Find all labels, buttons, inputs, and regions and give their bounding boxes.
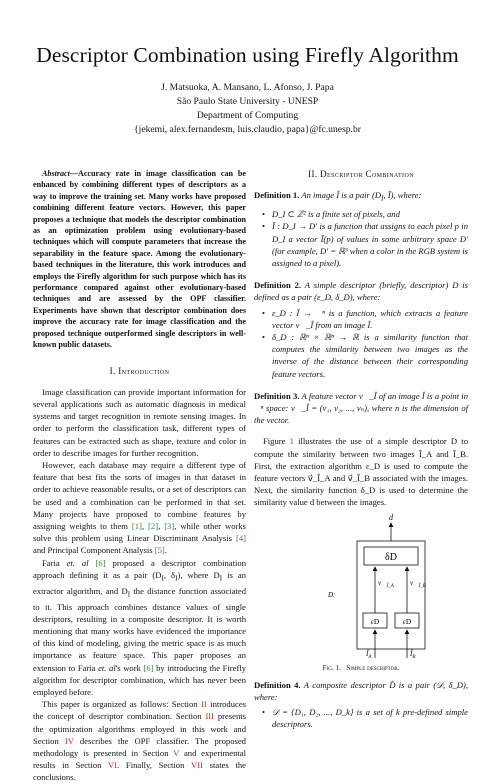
definition-4: [254, 679, 468, 731]
text-run: , δ: [163, 569, 176, 580]
department: Department of Computing: [196, 110, 299, 121]
section-link[interactable]: III: [205, 711, 215, 722]
definition-1-list: [254, 208, 468, 269]
text-run: Figure: [263, 436, 290, 447]
list-item: • D_I ⊂ ℤ² is a finite set of pixels, and: [264, 208, 468, 220]
list-item: • δ_D : ℝⁿ × ℝⁿ → ℝ is a similarity function that computes the similarity between two images as the inverse of the distance between their corresponding feature vectors.: [264, 331, 468, 380]
text-run: is an extractor algorithm, and D: [33, 569, 247, 596]
text-run: 's work: [115, 662, 144, 673]
left-column: [33, 168, 246, 784]
author-emails: {jekemi, alex.fernandesm, luis.claudio, papa}@fc.unesp.br: [134, 124, 361, 135]
right-column: [254, 168, 468, 730]
text-run: et. al: [98, 662, 116, 673]
text-run: ), where D: [177, 569, 220, 580]
figure-link[interactable]: 1: [289, 436, 294, 447]
text-run: states the conclusions.: [33, 760, 246, 783]
text-run: introduces the concept of descriptor combination. Section: [33, 699, 246, 722]
section-link[interactable]: VII: [190, 760, 203, 771]
list-item: • ε_D : Î → ℝⁿ is a function, which extracts a feature vector v⃗_Î from an image Î.: [264, 307, 468, 331]
citation-link[interactable]: [6]: [95, 557, 106, 568]
author-block: [0, 81, 495, 137]
intro-paragraph-4: [33, 698, 246, 783]
definition-2-list: [254, 307, 468, 380]
list-item: • Ĩ : D_I → D′ is a function that assigns to each pixel p in D_I a vector Ĩ(p) of values in some arbitrary space D′ (for example, D′ = ℝ³ when a color in the RGB system is assigned to a pixel).: [264, 220, 468, 269]
citation-link[interactable]: [6]: [143, 662, 154, 673]
definition-head: Definition 3.: [254, 390, 300, 401]
definition-text: A feature vector v⃗_Î of an image Î is a point in ℝⁿ space: v⃗_Î = (v₁, v₂, ..., vₙ), where n is the dimension of the vector.: [254, 390, 468, 426]
intro-paragraph-1: Image classification can provide important information for several applications such as automatic diagnosis in medical systems and target recognition in remote sensing images. In order to perform the classification task, different types of features can be extracted such as shape, texture and color in order to describe images for further recognition.: [33, 386, 246, 458]
citation-link[interactable]: [4]: [235, 533, 246, 544]
text-run: , while other works solve this problem using Linear Discriminant Analysis: [33, 520, 246, 544]
abstract: [33, 168, 246, 351]
abstract-lead: Abstract: [42, 169, 70, 178]
output-d-label: d: [389, 512, 393, 522]
text-run: This paper is organized as follows: Section: [42, 699, 202, 710]
paper-title: Descriptor Combination using Firefly Algorithm: [36, 43, 459, 67]
caption-text: Simple descriptor.: [346, 663, 400, 672]
text-run: presents the optimization algorithms employed in this work and Section: [33, 711, 246, 746]
epsilon-right-label: εD: [402, 616, 412, 626]
text-run: proposed a descriptor combination approach defining it as a pair (D: [33, 557, 246, 580]
section-link[interactable]: II: [201, 699, 207, 710]
citation-link[interactable]: [3]: [164, 520, 175, 531]
image-b-label: $Î_B$: [410, 649, 416, 659]
intro-paragraph-2: However, each database may require a different type of feature that best fits the sorts of images in that dataset in order to achieve reasonable results, or a set of descriptors can be used and a combination can be performed in that set. Many projects have proposed to combine features by assigning weights to them [1], [2], [3], while other works solve this problem using Linear Discriminant Analysis [4] and Principal Component Analysis [5].: [33, 459, 246, 556]
section-link[interactable]: IV: [64, 735, 74, 746]
list-item: • 𝒟 = {D₁, D₂, ..., D_k} is a set of k pre-defined simple descriptors.: [264, 706, 468, 730]
definition-head: Definition 4.: [254, 679, 301, 690]
intro-paragraph-3: Faria et. al [6] proposed a descriptor combination approach defining it as a pair ($D_I$, $\delta_I$), where $D_I$ is an extractor algorithm, and $D_I$ the distance function associated to it. This approach combines distance values of single descriptors, resulting in a composite descriptor. It is worth mentioning that many works have evidenced the importance of this kind of modeling, giving the metric space is as much importance as feature space. This paper proposes an extension to Faria et. al's work [6] by introducing the Firefly algorithm for descriptor combination, which has never been employed before.: [33, 557, 247, 698]
delta-label: δD: [385, 551, 397, 563]
text-run: et. al: [66, 557, 89, 568]
section-heading-descriptor: II. Descriptor Combination: [308, 169, 414, 179]
definition-2: [254, 279, 468, 380]
figure-1: [254, 513, 468, 673]
caption-label: Fig. 1.: [322, 663, 341, 672]
text-run: describes the OPF classifier. The proposed methodology is presented in Section: [33, 735, 246, 759]
section-link[interactable]: V: [173, 748, 180, 759]
text-run: and experimental results in Section: [33, 748, 246, 771]
definition-text: A simple descriptor (briefly, descriptor) D is defined as a pair (ε_D, δ_D), where:: [254, 280, 469, 303]
citation-link[interactable]: [2]: [148, 520, 159, 531]
definition-3: [254, 390, 468, 427]
simple-descriptor-diagram: [254, 513, 468, 659]
text-run: However, each database may require a different type of feature that best fits the sorts of images in that dataset in order to achieve reasonable results, or a set of descriptors can be used and a combination can be performed in that set. Many projects have proposed to combine features by assigning weights to them: [33, 459, 246, 531]
feature-vector-a: $v⃗_{Î\_A}$: [378, 578, 394, 589]
figure-paragraph: [254, 435, 468, 508]
section-heading-intro: I. Introduction: [109, 365, 170, 376]
definition-head: Definition 1.: [254, 190, 300, 201]
text-run: , Ĩ), where:: [383, 190, 422, 201]
text-run: the distance function associated to it. This approach combines distance values of single descriptors, resulting in a composite descriptor. It is worth mentioning that many works have evidenced the importance of this kind of modeling, giving the metric space is as much importance as feature space. This paper proposes an extension to Faria: [33, 585, 246, 673]
text-run: . Finally, Section: [117, 760, 191, 771]
citation-link[interactable]: [5]: [154, 545, 165, 556]
section-link[interactable]: VI: [107, 760, 118, 771]
definition-1: Definition 1. An image Î is a pair ($D_I$, Ĩ), where: • D_I ⊂ ℤ² is a finite set of pixels, and • Ĩ : D_I → D′ is a function that assigns to each pixel p in D_I a vector Ĩ(p) of values in some arbitrary space D′ (for example, D′ = ℝ³ when a color in the RGB system is assigned to a pixel).: [254, 189, 468, 269]
epsilon-left-label: εD: [370, 616, 380, 626]
definition-4-list: [254, 706, 468, 730]
abstract-text: —Accuracy rate in image classification can be enhanced by combining different types of descriptors as a way to improve the training set. Many works have proposed combining different feature vectors. However, this paper proposes a technique that models the descriptor combination as an optimization problem using evolutionary-based techniques which will compute parameters that increase the separability in the feature space. Among the evolutionary-based techniques in the literature, this work introduces and employs the Firefly algorithm for such purpose which has its performance compared against other evolutionary-based techniques and are assessed by the OPF classifier. Experiments have shown that descriptor combination does improve the accuracy rate for image classification and the proposed technique outperformed single descriptors in well-known public datasets.: [33, 169, 246, 350]
definition-head: Definition 2.: [254, 280, 302, 291]
affiliation: São Paulo State University - UNESP: [176, 96, 319, 107]
text-run: illustrates the use of a simple descriptor D to compute the similarity between two images Î_A and Î_B. First, the extraction algorithm ε_D is used to compute the feature vectors v⃗_Î_A and v⃗_Î_B associated with the images. Next, the similarity function δ_D is used to determine the similarity value d between the images.: [254, 436, 468, 508]
text-run: Faria: [42, 557, 67, 568]
author-names: J. Matsuoka, A. Mansano, L. Afonso, J. Papa: [161, 82, 334, 93]
text-run: and Principal Component Analysis: [33, 545, 155, 556]
text-run: An image Î is a pair (D: [299, 190, 382, 201]
figure-caption: [254, 662, 468, 674]
image-a-label: $Î_A$: [366, 649, 372, 659]
citation-link[interactable]: [1]: [131, 520, 142, 531]
text-run: by introducing the Firefly algorithm for descriptor combination, which has never been employed before.: [33, 662, 246, 698]
definition-text: A composite descriptor D̂ is a pair (𝒟, δ_D), where:: [254, 679, 469, 702]
text-run: .: [164, 545, 167, 556]
feature-vector-b: $v⃗_{Î\_B}$: [410, 578, 426, 589]
descriptor-label: D:: [328, 590, 336, 599]
